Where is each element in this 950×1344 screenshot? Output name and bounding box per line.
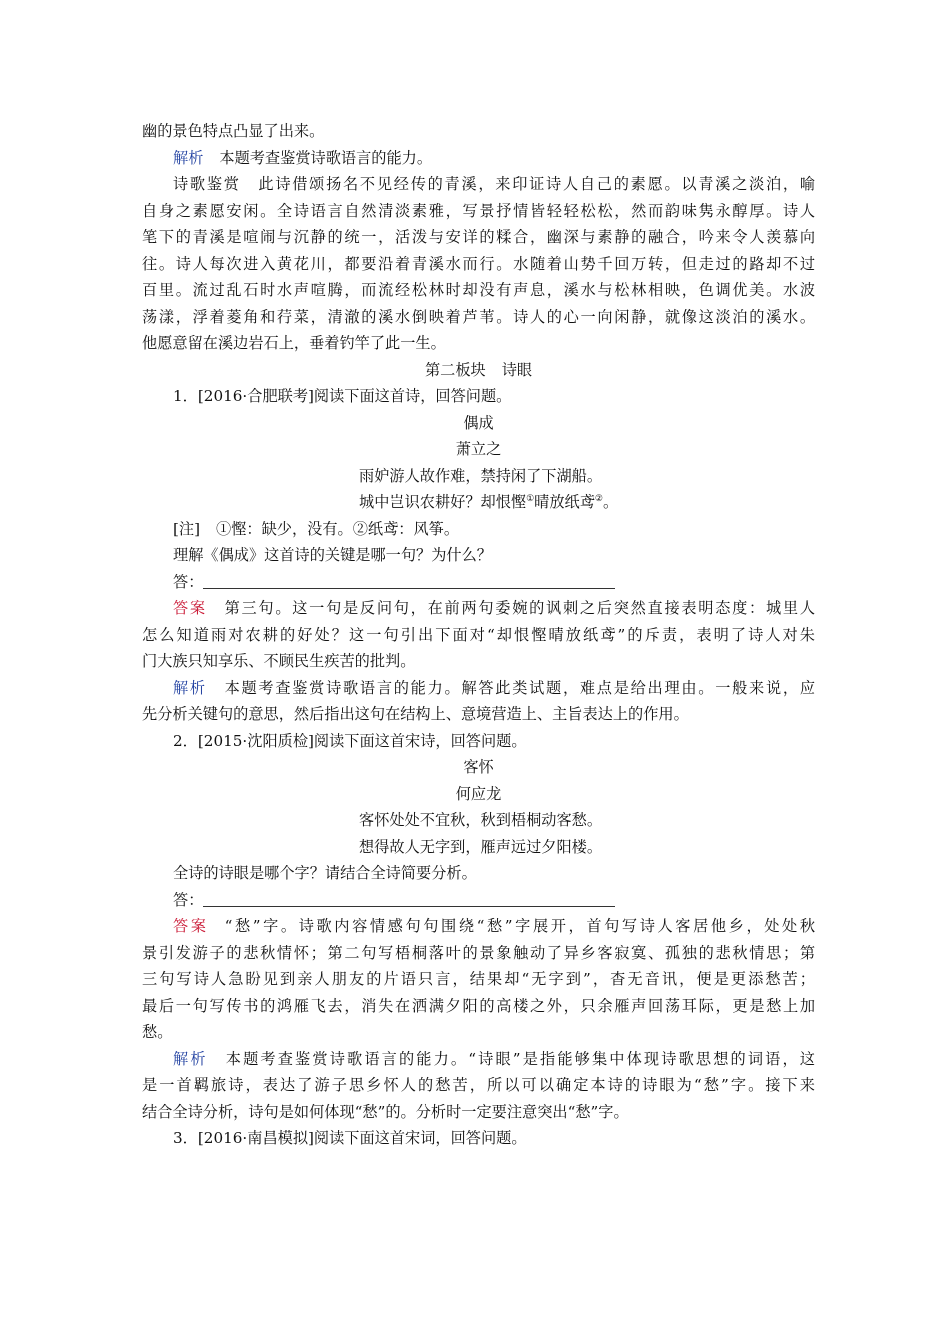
answer-label: 答案 — [173, 917, 209, 935]
answer-text: 第三句。这一句是反问句，在前两句委婉的讽刺之后突然直接表明态度：城里人 — [222, 599, 816, 617]
poem-title: 偶成 — [463, 413, 494, 432]
poem-line: 客怀处处不宜秋，秋到梧桐动客愁。 — [359, 811, 602, 829]
analysis-line — [142, 145, 815, 172]
answer-field[interactable] — [142, 887, 815, 914]
answer-line: 门大族只知享乐、不顾民生疾苦的批判。 — [142, 652, 416, 670]
question-heading: 3．[2016·南昌模拟]阅读下面这首宋词，回答问题。 — [173, 1129, 527, 1147]
answer-label: 答案 — [173, 599, 207, 617]
appreciation-line — [142, 171, 815, 198]
answer-line — [142, 595, 815, 622]
question-text: 理解《偶成》这首诗的关键是哪一句？为什么？ — [173, 546, 492, 564]
answer-line: 景引发游子的悲秋情怀；第二句写梧桐落叶的景象触动了异乡客寂寞、孤独的悲秋情思；第 — [142, 943, 815, 962]
paragraph-line: 往。诗人每次进入黄花川，都要沿着青溪水而行。水随着山势千回万转，但走过的路却不过 — [142, 254, 815, 273]
document-page — [142, 118, 815, 1152]
question-heading: 1．[2016·合肥联考]阅读下面这首诗，回答问题。 — [173, 387, 512, 405]
poem-title: 客怀 — [463, 758, 494, 776]
poem-text: 城中岂识农耕好？却恨慳 — [359, 493, 527, 511]
poem-author: 萧立之 — [455, 440, 502, 458]
analysis-line: 结合全诗分析，诗句是如何体现“愁”的。分析时一定要注意突出“愁”字。 — [142, 1102, 629, 1121]
analysis-text: 本题考查鉴赏诗歌语言的能力。解答此类试题，难点是给出理由。一般来说，应 — [222, 678, 816, 697]
analysis-line — [142, 675, 815, 702]
appreciation-label: 诗歌鉴赏 — [173, 175, 241, 193]
footnote-mark: ① — [526, 493, 535, 504]
analysis-line — [142, 1046, 815, 1073]
answer-line: 怎么知道雨对农耕的好处？这一句引出下面对“却恨慳晴放纸鸢”的斥责，表明了诗人对朱 — [142, 625, 815, 644]
note-line — [142, 516, 815, 543]
poem-line: 雨妒游人故作难，禁持闲了下湖船。 — [359, 466, 602, 485]
question-text: 全诗的诗眼是哪个字？请结合全诗简要分析。 — [173, 864, 477, 882]
appreciation-text: 此诗借颂扬名不见经传的青溪，来印证诗人自己的素愿。以青溪之淡泊，喻 — [256, 175, 816, 193]
question-heading: 2．[2015·沈阳质检]阅读下面这首宋诗，回答问题。 — [173, 731, 527, 750]
paragraph-line: 百里。流过乱石时水声喧腾，而流经松林时却没有声息，溪水与松林相映，色调优美。水波 — [142, 281, 815, 299]
note-text: ①慳：缺少，没有。②纸鸢：风筝。 — [216, 519, 460, 538]
analysis-line: 先分析关键句的意思，然后指出这句在结构上、意境营造上、主旨表达上的作用。 — [142, 705, 689, 723]
answer-prompt: 答： — [173, 572, 204, 591]
poem-line: 想得故人无字到，雁声远过夕阳楼。 — [359, 837, 602, 856]
answer-blank[interactable] — [203, 892, 615, 907]
paragraph-line: 幽的景色特点凸显了出来。 — [142, 122, 325, 140]
analysis-line: 是一首羁旅诗，表达了游子思乡怀人的愁苦，所以可以确定本诗的诗眼为“愁”字。接下来 — [142, 1076, 815, 1094]
section-heading-part: 第二板块 — [424, 360, 486, 379]
analysis-label: 解析 — [173, 678, 207, 697]
paragraph-line: 他愿意留在溪边岩石上，垂着钓竿了此一生。 — [142, 334, 446, 352]
answer-line: 愁。 — [142, 1023, 173, 1041]
analysis-label: 解析 — [173, 1049, 208, 1068]
paragraph-line: 荡漾，浮着菱角和荇菜，清澈的溪水倒映着芦苇。诗人的心一向闲静，就像这淡泊的溪水。 — [142, 307, 815, 326]
section-heading-part: 诗眼 — [501, 360, 533, 379]
answer-prompt: 答： — [173, 890, 204, 909]
paragraph-line: 自身之素愿安闲。全诗语言自然清淡素雅，写景抒情皆轻轻松松，然而韵味隽永醇厚。诗人 — [142, 201, 815, 220]
poem-text: 。 — [602, 493, 619, 511]
poem-text: 晴放纸鸢 — [534, 493, 595, 511]
answer-line: 最后一句写传书的鸿雁飞去，消失在洒满夕阳的高楼之外，只余雁声回荡耳际，更是愁上加 — [142, 996, 815, 1015]
analysis-label: 解析 — [173, 148, 204, 167]
poem-line — [142, 489, 815, 516]
answer-line — [142, 913, 815, 940]
answer-line: 三句写诗人急盼见到亲人朋友的片语只言，结果却“无字到”，杳无音讯，便是更添愁苦； — [142, 970, 815, 988]
analysis-text: 本题考查鉴赏诗歌语言的能力。“诗眼”是指能够集中体现诗歌思想的词语，这 — [223, 1049, 815, 1068]
paragraph-line: 笔下的青溪是喧闹与沉静的统一，活泼与安详的糅合，幽深与素静的融合，吟来令人羡慕向 — [142, 228, 815, 246]
note-label: [注] — [173, 519, 201, 538]
footnote-mark: ② — [594, 493, 603, 504]
poem-author: 何应龙 — [455, 784, 502, 803]
answer-text: “愁”字。诗歌内容情感句句围绕“愁”字展开，首句写诗人客居他乡，处处秋 — [224, 917, 816, 935]
answer-field[interactable] — [142, 569, 815, 596]
answer-blank[interactable] — [203, 574, 615, 589]
analysis-text: 本题考查鉴赏诗歌语言的能力。 — [219, 148, 432, 167]
section-heading — [142, 357, 815, 384]
